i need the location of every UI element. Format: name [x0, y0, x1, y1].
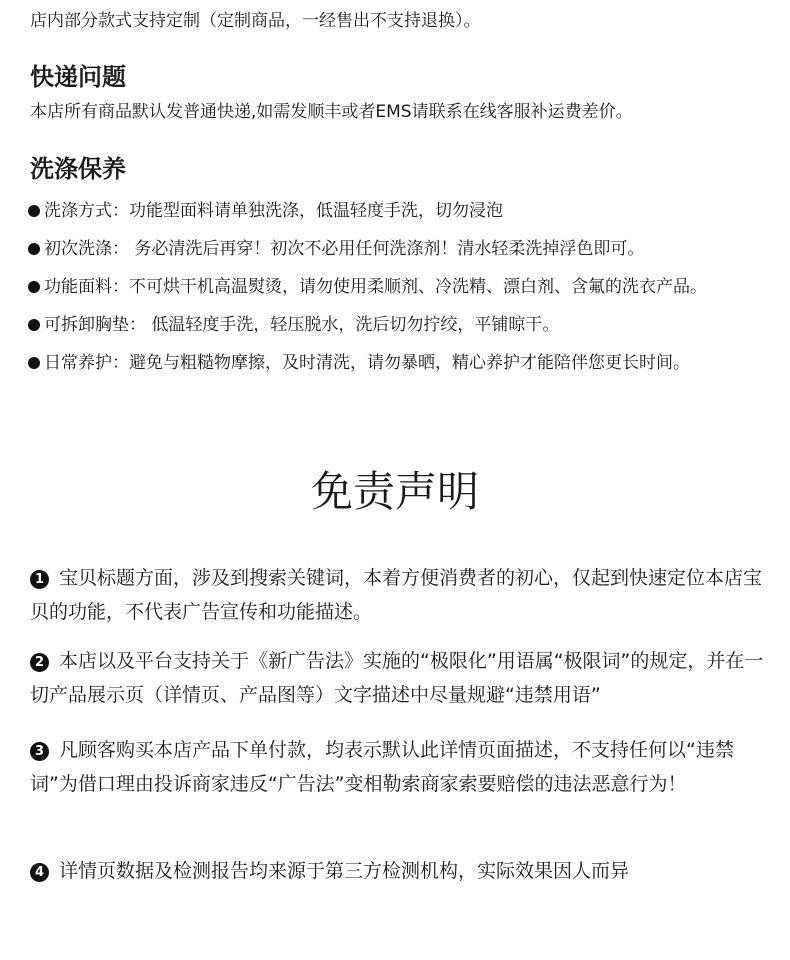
disclaimer-item-text: 详情页数据及检测报告均来源于第三方检测机构，实际效果因人而异 [59, 860, 630, 882]
bullet-icon [28, 357, 40, 369]
bullet-icon [28, 243, 40, 255]
number-badge-icon: 4 [30, 863, 49, 882]
disclaimer-item-text: 凡顾客购买本店产品下单付款，均表示默认此详情页面描述，不支持任何以“违禁词”为借口理由投诉商家违反“广告法”变相勒索商家索要赔偿的违法恶意行为！ [30, 739, 734, 795]
disclaimer-item-2 [30, 644, 765, 712]
care-item-text: 可拆卸胸垫： 低温轻度手洗，轻压脱水，洗后切勿拧绞，平铺晾干。 [44, 315, 560, 335]
number-badge-icon: 3 [30, 742, 49, 761]
bullet-icon [28, 205, 40, 217]
disclaimer-item-text: 本店以及平台支持关于《新广告法》实施的“极限化”用语属“极限词”的规定，并在一切产品展示页（详情页、产品图等）文字描述中尽量规避“违禁用语” [30, 650, 764, 706]
disclaimer-item-3 [30, 733, 765, 801]
care-item-removable-pad [28, 312, 707, 350]
bullet-icon [28, 319, 40, 331]
care-item-text: 功能面料：不可烘干机高温熨烫，请勿使用柔顺剂、冷洗精、漂白剂、含氟的洗衣产品。 [44, 277, 707, 297]
number-badge-icon: 2 [30, 653, 49, 672]
care-item-functional-fabric [28, 274, 707, 312]
care-list [28, 198, 707, 388]
custom-order-note: 店内部分款式支持定制（定制商品，一经售出不支持退换）。 [30, 11, 481, 31]
care-item-text: 日常养护：避免与粗糙物摩擦，及时清洗，请勿暴晒，精心养护才能陪伴您更长时间。 [44, 353, 690, 373]
disclaimer-title: 免责声明 [310, 467, 479, 516]
care-item-daily-care [28, 350, 707, 388]
care-section-title: 洗涤保养 [30, 155, 126, 183]
shipping-section-title: 快递问题 [30, 63, 126, 91]
disclaimer-item-4 [30, 854, 765, 888]
care-item-text: 洗涤方式：功能型面料请单独洗涤，低温轻度手洗，切勿浸泡 [44, 201, 503, 221]
bullet-icon [28, 281, 40, 293]
disclaimer-item-text: 宝贝标题方面，涉及到搜索关键词，本着方便消费者的初心，仅起到快速定位本店宝贝的功能，不代表广告宣传和功能描述。 [30, 567, 763, 623]
number-badge-icon: 1 [30, 570, 49, 589]
disclaimer-item-1 [30, 561, 765, 629]
care-item-text: 初次洗涤： 务必清洗后再穿！初次不必用任何洗涤剂！清水轻柔洗掉浮色即可。 [44, 239, 645, 259]
shipping-section-text: 本店所有商品默认发普通快递,如需发顺丰或者EMS请联系在线客服补运费差价。 [30, 102, 633, 122]
care-item-wash-method [28, 198, 707, 236]
care-item-first-wash [28, 236, 707, 274]
